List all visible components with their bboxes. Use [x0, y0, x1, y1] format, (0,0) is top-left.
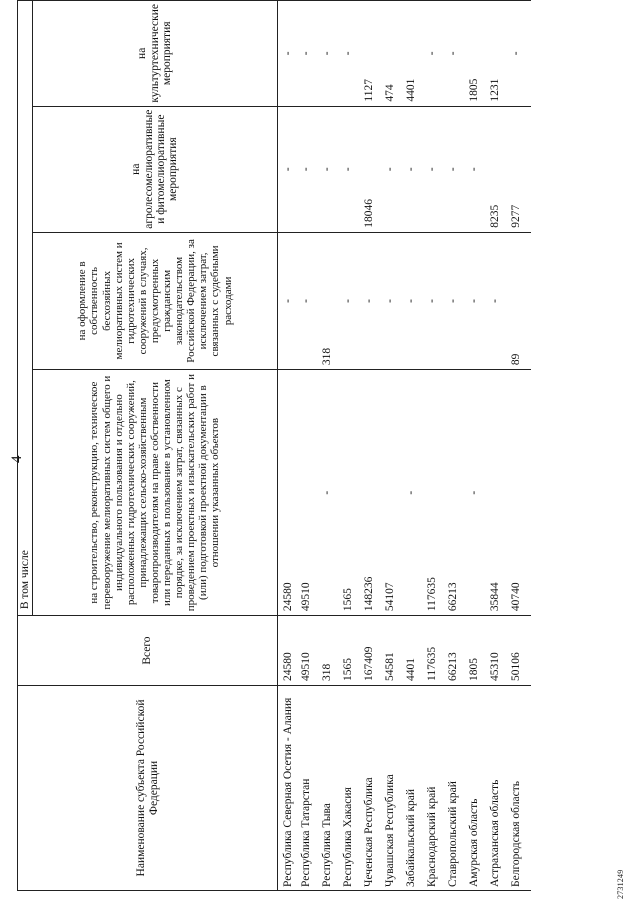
table-row	[278, 1, 301, 891]
header-agroforest-measures: на агролесомелиоративные и фитомелиоративные мероприятия	[33, 106, 278, 232]
cell-name: Астраханская область	[489, 685, 510, 890]
header-construction: на строительство, реконструкцию, техническое перевооружение мелиоративных систем общего и индивидуального пользования и отдельно расположенных гидротехнических сооружений, принадлежащих сельско-хозяйственным товаропроизводителям на праве собственности или переданных в пользование в установленном порядке, за исключением затрат, связанных с проведением проектных и изыскательских работ и (или) подготовкой проектной документации в отношении указанных объектов	[33, 370, 278, 616]
cell-total: 66213	[447, 616, 468, 686]
cell-c2: -	[489, 232, 510, 369]
cell-name: Чувашская Республика	[384, 685, 405, 890]
cell-c3: -	[426, 106, 447, 232]
table-row	[300, 1, 321, 891]
cell-c2: -	[278, 232, 301, 369]
cell-total: 24580	[278, 616, 301, 686]
cell-c2: -	[405, 232, 426, 369]
cell-name: Республика Тыва	[321, 685, 342, 890]
cell-c4: -	[342, 1, 363, 107]
cell-c1: 54107	[384, 370, 405, 616]
cell-c1: 117635	[426, 370, 447, 616]
subsidy-distribution-table	[17, 0, 531, 891]
cell-total: 54581	[384, 616, 405, 686]
table-row	[321, 1, 342, 891]
cell-c2: 318	[321, 232, 342, 369]
cell-total: 4401	[405, 616, 426, 686]
cell-c4: -	[426, 1, 447, 107]
cell-name: Белгородская область	[510, 685, 531, 890]
header-ownership-registration: на оформление в собственность бесхозяйных мелиоративных систем и гидротехнических сооружений в случаях, предусмотренных гражданским законодательством Российской Федерации, за исключением затрат, связанных с судебными расходами	[33, 232, 278, 369]
cell-c4: -	[300, 1, 321, 107]
table-body	[278, 1, 532, 891]
cell-c1: 66213	[447, 370, 468, 616]
cell-c1: 49510	[300, 370, 321, 616]
cell-c1: -	[468, 370, 489, 616]
cell-c3: -	[405, 106, 426, 232]
cell-c4: -	[278, 1, 301, 107]
cell-total: 1565	[342, 616, 363, 686]
cell-name: Амурская область	[468, 685, 489, 890]
cell-c3: -	[468, 106, 489, 232]
table-row	[405, 1, 426, 891]
cell-c3: -	[321, 106, 342, 232]
cell-total: 117635	[426, 616, 447, 686]
cell-total: 318	[321, 616, 342, 686]
cell-c1: 1565	[342, 370, 363, 616]
cell-name: Краснодарский край	[426, 685, 447, 890]
table-row	[426, 1, 447, 891]
cell-c2: -	[363, 232, 384, 369]
cell-c2: -	[426, 232, 447, 369]
cell-c3: -	[384, 106, 405, 232]
cell-c2: -	[384, 232, 405, 369]
cell-name: Чеченская Республика	[363, 685, 384, 890]
cell-c4: -	[510, 1, 531, 107]
header-total: Всего	[18, 616, 278, 686]
cell-c3: -	[342, 106, 363, 232]
table-row	[510, 1, 531, 891]
cell-c3: -	[300, 106, 321, 232]
header-in-total: В том числе	[18, 1, 33, 616]
cell-total: 167409	[363, 616, 384, 686]
cell-total: 50106	[510, 616, 531, 686]
cell-c2: -	[342, 232, 363, 369]
document-code: 2731249	[616, 869, 625, 899]
cell-total: 49510	[300, 616, 321, 686]
cell-c1: -	[405, 370, 426, 616]
cell-name: Ставропольский край	[447, 685, 468, 890]
cell-name: Забайкальский край	[405, 685, 426, 890]
table-row	[363, 1, 384, 891]
cell-c2: -	[300, 232, 321, 369]
cell-c4: 1805	[468, 1, 489, 107]
cell-c3: -	[278, 106, 301, 232]
header-cultural-technical-measures: на культуртехнические мероприятия	[33, 1, 278, 107]
cell-c1: 24580	[278, 370, 301, 616]
cell-c1: -	[321, 370, 342, 616]
header-subject-name: Наименование субъекта Российской Федерации	[18, 685, 278, 890]
cell-total: 1805	[468, 616, 489, 686]
table-row	[384, 1, 405, 891]
table-row	[447, 1, 468, 891]
cell-c4: -	[321, 1, 342, 107]
cell-name: Республика Татарстан	[300, 685, 321, 890]
table-row	[468, 1, 489, 891]
cell-total: 45310	[489, 616, 510, 686]
cell-name: Республика Северная Осетия - Алания	[278, 685, 301, 890]
cell-c4: 474	[384, 1, 405, 107]
cell-c4: 1127	[363, 1, 384, 107]
cell-c1: 40740	[510, 370, 531, 616]
page-number: 4	[9, 455, 25, 463]
cell-c4: 4401	[405, 1, 426, 107]
cell-c1: 148236	[363, 370, 384, 616]
cell-c4: 1231	[489, 1, 510, 107]
table-header	[18, 1, 278, 891]
cell-name: Республика Хакасия	[342, 685, 363, 890]
cell-c1: 35844	[489, 370, 510, 616]
cell-c3: 18046	[363, 106, 384, 232]
cell-c4: -	[447, 1, 468, 107]
table-row	[342, 1, 363, 891]
cell-c3: -	[447, 106, 468, 232]
cell-c3: 8235	[489, 106, 510, 232]
cell-c2: -	[468, 232, 489, 369]
cell-c2: -	[447, 232, 468, 369]
table-row	[489, 1, 510, 891]
cell-c2: 89	[510, 232, 531, 369]
cell-c3: 9277	[510, 106, 531, 232]
